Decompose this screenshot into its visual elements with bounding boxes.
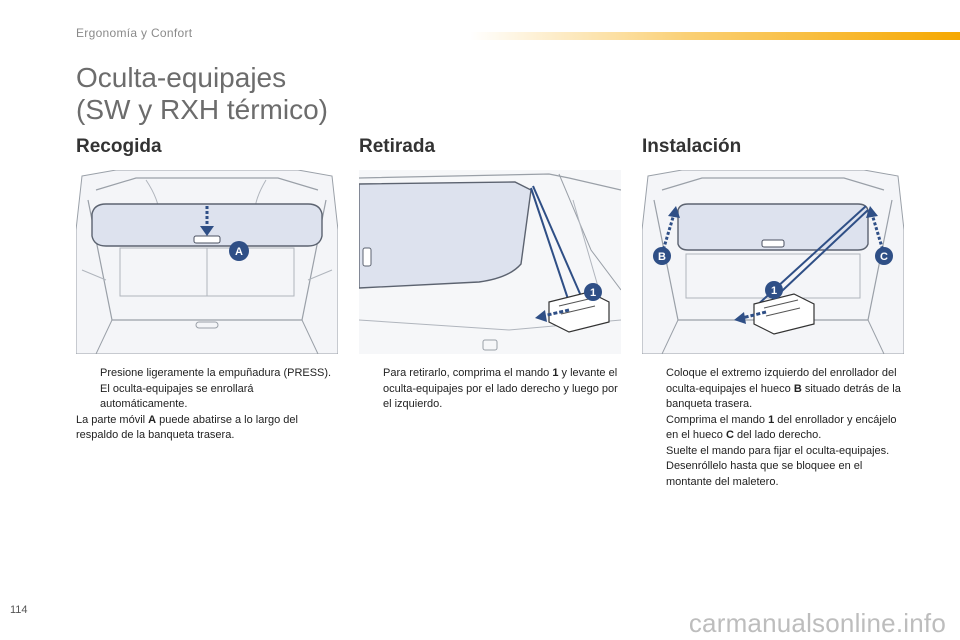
illustration-retirada bbox=[359, 170, 621, 354]
callout-1-marker bbox=[583, 282, 603, 302]
callout-1-label: 1 bbox=[770, 285, 778, 297]
text-retirada bbox=[359, 366, 621, 413]
callout-a-label: A bbox=[235, 246, 243, 258]
header-accent-bar bbox=[470, 32, 960, 40]
callout-c-label: C bbox=[880, 251, 888, 263]
illustration-instalacion bbox=[642, 170, 904, 354]
callout-c-marker bbox=[874, 246, 894, 266]
watermark: carmanualsonline.info bbox=[688, 608, 946, 638]
recogida-step: Presione ligeramente la empuñadura (PRESS). El oculta-equipajes se enrollará automáticamente. bbox=[100, 367, 332, 410]
text-recogida bbox=[76, 366, 338, 444]
text-instalacion bbox=[642, 366, 904, 490]
instalacion-step-1: Coloque el extremo izquierdo del enrollador del oculta-equipajes el hueco B situado detrás de la banqueta trasera. bbox=[666, 367, 901, 410]
heading-retirada: Retirada bbox=[359, 136, 436, 157]
instalacion-step-2: Comprima el mando 1 del enrollador y encájelo en el hueco C del lado derecho. bbox=[666, 413, 897, 441]
callout-a-marker bbox=[228, 240, 250, 262]
instalacion-step-4: Desenróllelo hasta que se bloquee en el montante del maletero. bbox=[666, 460, 863, 488]
recogida-note: La parte móvil A puede abatirse a lo largo del respaldo de la banqueta trasera. bbox=[76, 413, 298, 441]
heading-instalacion: Instalación bbox=[642, 136, 742, 157]
page-number: 114 bbox=[10, 604, 28, 616]
callout-b-marker bbox=[652, 246, 672, 266]
callout-1-marker bbox=[764, 280, 784, 300]
retirada-step: Para retirarlo, comprima el mando 1 y levante el oculta-equipajes por el lado derecho y luego por el izquierdo. bbox=[383, 367, 618, 410]
callout-1-label: 1 bbox=[589, 287, 597, 299]
callout-b-label: B bbox=[658, 251, 666, 263]
page-title: Oculta-equipajes (SW y RXH térmico) bbox=[76, 62, 328, 125]
heading-recogida: Recogida bbox=[76, 136, 162, 157]
illustration-recogida bbox=[76, 170, 338, 354]
instalacion-step-3: Suelte el mando para fijar el oculta-equipajes. bbox=[666, 444, 890, 457]
section-header: Ergonomía y Confort bbox=[76, 26, 193, 40]
